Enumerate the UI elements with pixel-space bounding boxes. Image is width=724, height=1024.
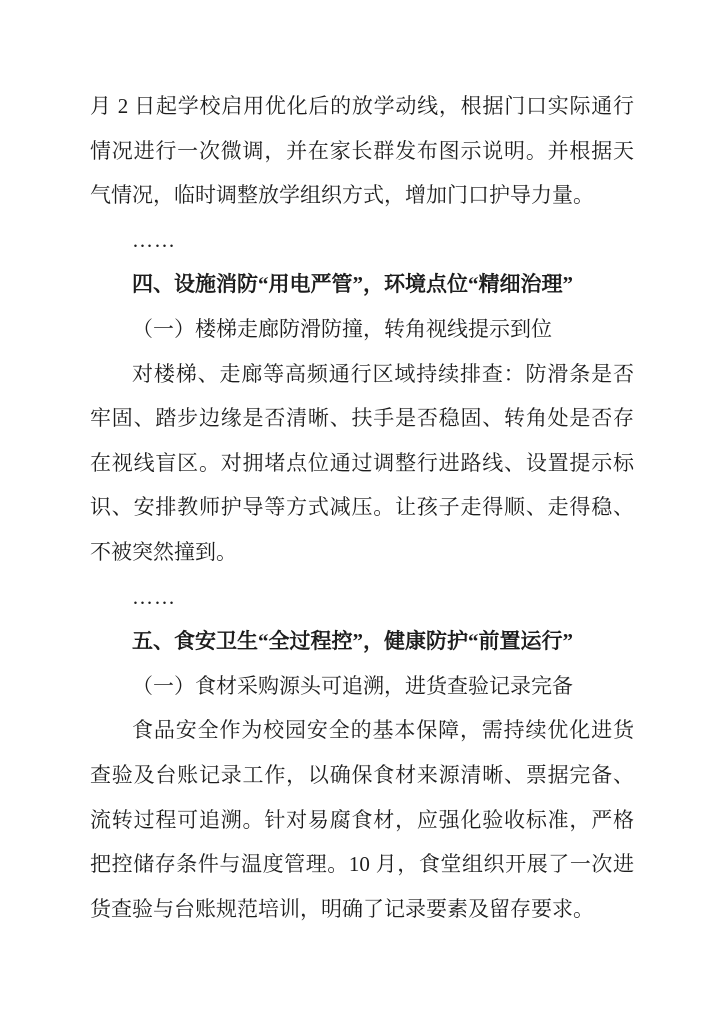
body-paragraph-food: 食品安全作为校园安全的基本保障，需持续优化进货查验及台账记录工作，以确保食材来源清晰、票据完备、流转过程可追溯。针对易腐食材，应强化验收标准，严格把控储存条件与温度管理。10 月，食堂组织开展了一次进货查验与台账规范培训，明确了记录要素及留存要求。 — [90, 718, 634, 921]
ellipsis-paragraph: …… — [132, 227, 176, 252]
section-heading-five: 五、食安卫生“全过程控”，健康防护“前置运行” — [132, 629, 573, 654]
body-paragraph-continuation: 月 2 日起学校启用优化后的放学动线，根据门口实际通行情况进行一次微调，并在家长群发布图示说明。并根据天气情况，临时调整放学组织方式，增加门口护导力量。 — [90, 94, 634, 208]
subsection-heading-stairs: （一）楼梯走廊防滑防撞，转角视线提示到位 — [132, 316, 552, 341]
ellipsis-paragraph: …… — [132, 584, 176, 609]
section-heading-four: 四、设施消防“用电严管”，环境点位“精细治理” — [132, 272, 573, 297]
body-paragraph-stairs: 对楼梯、走廊等高频通行区域持续排查：防滑条是否牢固、踏步边缘是否清晰、扶手是否稳固、转角处是否存在视线盲区。对拥堵点位通过调整行进路线、设置提示标识、安排教师护导等方式减压。让孩子走得顺、走得稳、不被突然撞到。 — [90, 361, 634, 564]
subsection-heading-food: （一）食材采购源头可追溯，进货查验记录完备 — [132, 673, 573, 698]
